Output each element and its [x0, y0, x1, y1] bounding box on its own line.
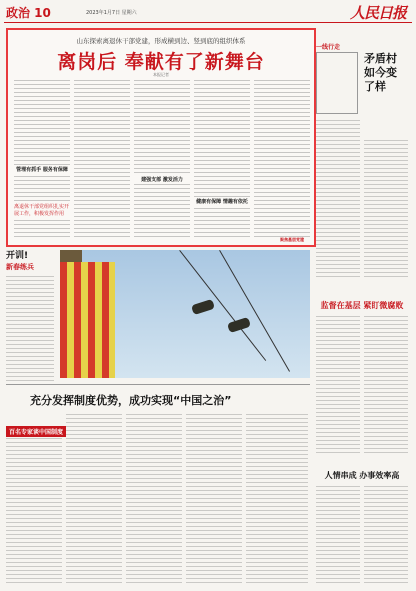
text-column	[316, 316, 360, 456]
vertical-title: 矛盾村如今变了样	[364, 52, 397, 93]
top-rule	[4, 22, 412, 23]
feature-kicker: 山东探索离退休干部党建，形成横到边、竖到底的组织体系	[76, 37, 246, 45]
text-column	[364, 140, 408, 280]
feature-headline: 离岗后 奉献有了新舞台	[57, 51, 265, 73]
article-body	[14, 80, 308, 237]
text-column	[134, 80, 190, 237]
date-line: 2023年1月7日 星期六	[86, 10, 137, 16]
feature-subhead: 建强支部 激发活力	[134, 176, 190, 183]
text-column	[316, 486, 360, 584]
lower-headline: 充分发挥制度优势，成功实现“中国之治”	[30, 394, 232, 407]
photo-caption-title: 开训!	[6, 251, 29, 261]
sidebar-label: 一线行走	[316, 44, 341, 51]
text-column	[316, 120, 360, 280]
text-column	[186, 414, 242, 586]
text-column	[126, 414, 182, 586]
masthead	[0, 0, 416, 24]
text-column	[194, 80, 250, 237]
rope-line	[219, 250, 290, 372]
section-label: 政治 10	[6, 6, 51, 20]
right-article-headline: 监督在基层 紧盯微腐败	[320, 301, 404, 310]
text-column	[364, 316, 408, 456]
text-column	[6, 276, 54, 386]
climber-figure	[227, 317, 251, 333]
sidebar-box	[316, 52, 358, 114]
feature-subhead: 管理有抓手 服务有保障	[14, 166, 70, 173]
text-column	[6, 438, 62, 586]
series-tag: 百名专家谈中国制度	[6, 426, 66, 437]
flag-wall	[60, 262, 115, 378]
right-article-headline: 人情串成 办事效率高	[324, 471, 400, 480]
text-column	[364, 486, 408, 584]
photo-caption-sub: 新春练兵	[6, 263, 34, 271]
feature-article[interactable]	[6, 28, 316, 247]
column-tag: 聚焦基层党建	[280, 237, 304, 242]
text-column	[74, 80, 130, 237]
feature-subhead: 健康有保障 情趣有依托	[194, 198, 250, 205]
text-column	[254, 80, 310, 237]
pull-quote: 离退休干部党组织扎实开展工作，积极发挥作用	[14, 204, 70, 217]
newspaper-logo: 人民日报	[349, 4, 406, 22]
text-column	[246, 414, 308, 586]
training-photo[interactable]	[60, 250, 310, 378]
divider	[6, 384, 310, 385]
feature-byline: 本报记者	[153, 72, 169, 77]
climber-figure	[191, 299, 215, 315]
text-column	[66, 414, 122, 586]
